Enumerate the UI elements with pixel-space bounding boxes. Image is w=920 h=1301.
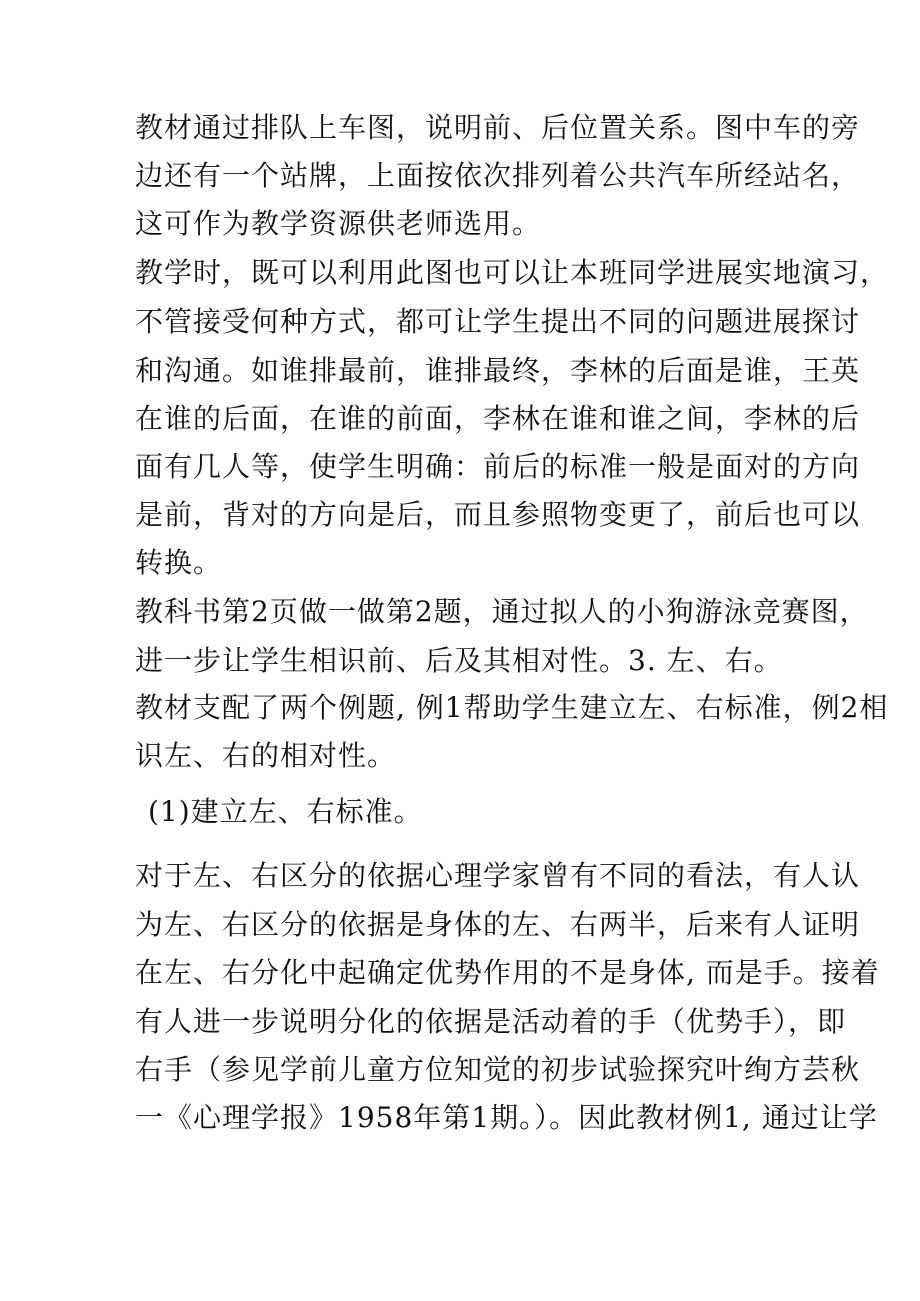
text-line: 在谁的后面，在谁的前面，李林在谁和谁之间，李林的后	[135, 402, 861, 435]
text-line: 识左、右的相对性。	[135, 739, 397, 772]
text-line: 一《心理学报》1958年第1期。）。因此教材例1, 通过让学	[135, 1101, 878, 1134]
text-line: 教科书第2页做一做第2题，通过拟人的小狗游泳竞赛图，	[135, 595, 869, 628]
text-line: 转换。	[135, 546, 223, 579]
text-line: 是前，背对的方向是后，而且参照物变更了，前后也可以	[135, 498, 861, 531]
text-line: 右手（参见学前儿童方位知觉的初步试验探究叶绚方芸秋	[135, 1053, 861, 1086]
text-line: 教材支配了两个例题, 例1帮助学生建立左、右标准，例2相	[135, 691, 889, 724]
text-line: 有人进一步说明分化的依据是活动着的手（优势手），即	[135, 1005, 847, 1038]
text-line: 进一步让学生相识前、后及其相对性。3. 左、右。	[135, 644, 783, 677]
text-line: 面有几人等，使学生明确：前后的标准一般是面对的方向	[135, 450, 861, 483]
text-line: 不管接受何种方式，都可让学生提出不同的问题进展探讨	[135, 305, 861, 338]
text-line: (1)建立左、右标准。	[148, 795, 423, 828]
text-line: 教材通过排队上车图，说明前、后位置关系。图中车的旁	[135, 111, 861, 144]
text-line: 为左、右区分的依据是身体的左、右两半，后来有人证明	[135, 908, 861, 941]
text-line: 这可作为教学资源供老师选用。	[135, 207, 542, 240]
text-line: 和沟通。如谁排最前，谁排最终，李林的后面是谁，王英	[135, 354, 861, 387]
text-line: 在左、右分化中起确定优势作用的不是身体, 而是手。接着	[135, 956, 880, 989]
text-line: 教学时，既可以利用此图也可以让本班同学进展实地演习，	[135, 256, 890, 289]
text-line: 边还有一个站牌，上面按依次排列着公共汽车所经站名，	[135, 159, 861, 192]
text-line: 对于左、右区分的依据心理学家曾有不同的看法，有人认	[135, 859, 861, 892]
